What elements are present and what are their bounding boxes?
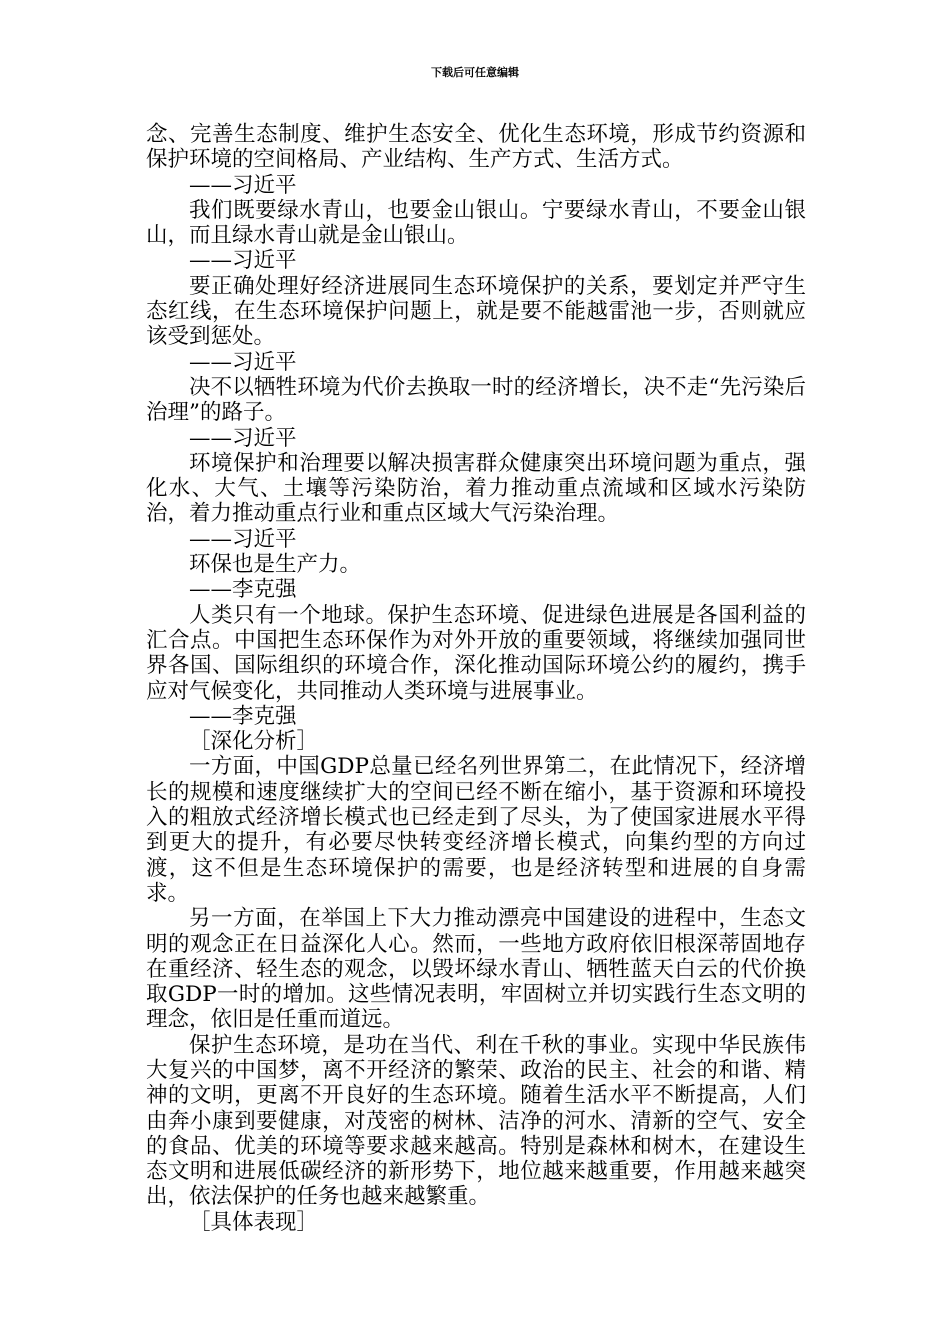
section-heading: ［具体表现］ [189, 1209, 319, 1235]
quote-paragraph: 我们既要绿水青山，也要金山银山。宁要绿水青山，不要金山银山，而且绿水青山就是金山银山。 [146, 197, 806, 249]
quote-paragraph: 要正确处理好经济进展同生态环境保护的关系，要划定并严守生态红线，在生态环境保护问题上，就是要不能越雷池一步，否则就应该受到惩处。 [146, 273, 806, 350]
quote-attribution: ——习近平 [189, 349, 297, 375]
quote-attribution: ——习近平 [189, 425, 297, 451]
document-body [146, 122, 806, 1235]
quote-paragraph: 环保也是生产力。 [189, 552, 362, 578]
quote-attribution: ——李克强 [189, 703, 297, 729]
paragraph-continued: 念、完善生态制度、维护生态安全、优化生态环境，形成节约资源和保护环境的空间格局、产业结构、生产方式、生活方式。 [146, 122, 806, 173]
analysis-paragraph: 另一方面，在举国上下大力推动漂亮中国建设的进程中，生态文明的观念正在日益深化人心。然而，一些地方政府依旧根深蒂固地存在重经济、轻生态的观念，以毁坏绿水青山、牺牲蓝天白云的代价换取GDP一时的增加。这些情况表明，牢固树立并切实践行生态文明的理念，依旧是任重而道远。 [146, 906, 806, 1033]
quote-attribution: ——李克强 [189, 577, 297, 603]
quote-attribution: ——习近平 [189, 248, 297, 274]
page-header: 下载后可任意编辑 [431, 66, 519, 79]
quote-attribution: ——习近平 [189, 172, 297, 198]
section-heading: ［深化分析］ [189, 729, 319, 755]
quote-attribution: ——习近平 [189, 526, 297, 552]
quote-paragraph: 人类只有一个地球。保护生态环境、促进绿色进展是各国利益的汇合点。中国把生态环保作为对外开放的重要领域，将继续加强同世界各国、国际组织的环境合作，深化推动国际环境公约的履约，携手应对气候变化，共同推动人类环境与进展事业。 [146, 602, 806, 704]
quote-paragraph: 决不以牺牲环境为代价去换取一时的经济增长，决不走“先污染后治理”的路子。 [146, 374, 806, 426]
quote-paragraph: 环境保护和治理要以解决损害群众健康突出环境问题为重点，强化水、大气、土壤等污染防治，着力推动重点流域和区域水污染防治，着力推动重点行业和重点区域大气污染治理。 [146, 450, 806, 527]
analysis-paragraph: 一方面，中国GDP总量已经名列世界第二，在此情况下，经济增长的规模和速度继续扩大的空间已经不断在缩小，基于资源和环境投入的粗放式经济增长模式也已经走到了尽头，为了使国家进展水平得到更大的提升，有必要尽快转变经济增长模式，向集约型的方向过渡，这不但是生态环境保护的需要，也是经济转型和进展的自身需求。 [146, 754, 806, 906]
analysis-paragraph: 保护生态环境，是功在当代、利在千秋的事业。实现中华民族伟大复兴的中国梦，离不开经济的繁荣、政治的民主、社会的和谐、精神的文明，更离不开良好的生态环境。随着生活水平不断提高，人们由奔小康到要健康，对茂密的树林、洁净的河水、清新的空气、安全的食品、优美的环境等要求越来越高。特别是森林和树木，在建设生态文明和进展低碳经济的新形势下，地位越来越重要，作用越来越突出，依法保护的任务也越来越繁重。 [146, 1032, 806, 1210]
